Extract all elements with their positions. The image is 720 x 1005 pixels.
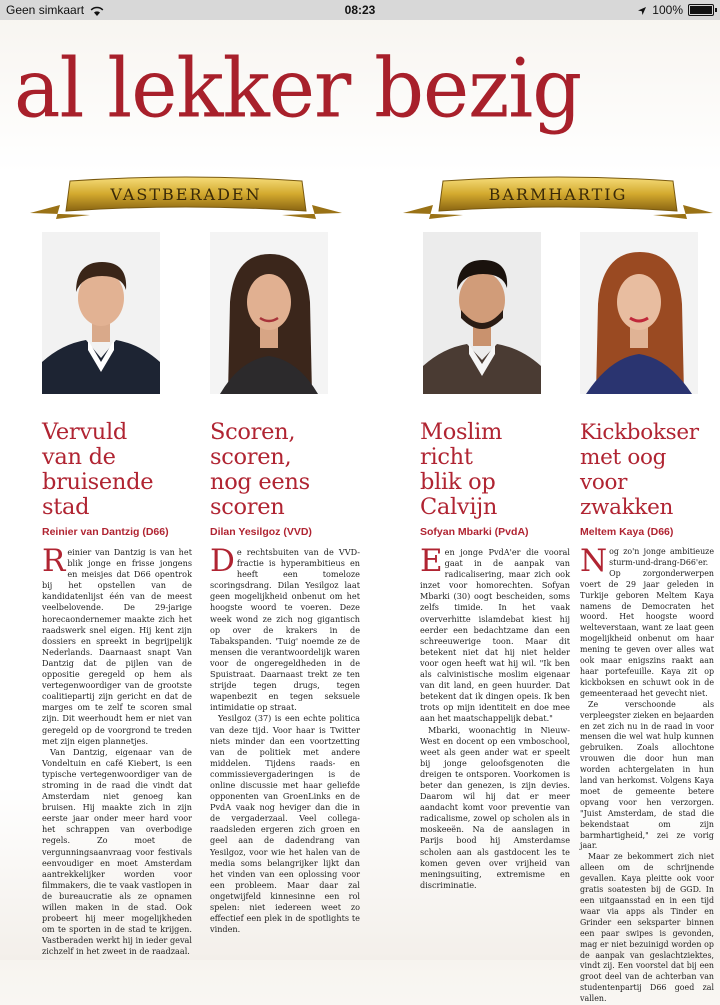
portrait-photo-1 — [42, 232, 160, 394]
ribbon-right-label: BARMHARTIG — [488, 185, 628, 204]
dropcap: R — [42, 543, 66, 579]
article-title-2 — [210, 420, 360, 520]
portrait-woman-2-image — [580, 232, 698, 394]
title-line: zwakken — [580, 495, 674, 520]
paragraph-text: en jonge PvdA'er die vooral gaat in de aanpak van radicalisering, maar zich ook inzet voor homorechten. Sofyan Mbarki (30) oogt bescheiden, soms zelfs timide. In het vaak oververhitte islamdebat kiest hij eerder een bedachtzame dan een schreeuwerige toon. Maar dit betekent niet dat hij niet helder voor ogen heeft wat hij wil. "Ik ben als calvinistische moslim eigenaar van dit land, en geen huurder. Dat betekent dat ik dingen opeis. Ik ben trots op mijn identiteit en doe mee aan het maatschappelijk debat." — [420, 547, 570, 724]
article-column-2 — [210, 419, 360, 935]
body-paragraph: Van Dantzig, eigenaar van de Vondeltuin en café Kiebert, is een typische vertegenwoordiger van de stroming in de raad die vindt dat Amsterdam niet genoeg kan bruisen. Hij maakte zich in zijn eerste jaar onder meer hard voor het schrappen van overbodige regels. Zo moet de vergunningsaanvraag voor festivals eenvoudiger en moet Amsterdam aantrekkelijker worden voor filmmakers, die te vaak vastlopen in de bureaucratie als ze opnamen willen maken in de stad. Ook probeert hij meer mogelijkheden om te sporten in de stad te krijgen. Vastberaden werkt hij in ieder geval zichzelf in het zweet in de raadzaal. — [42, 746, 192, 957]
title-line: met oog — [580, 445, 667, 470]
article-body-2 — [210, 543, 360, 935]
body-paragraph: Yesilgoz (37) is een echte politica van deze tijd. Voor haar is Twitter niets minder dan een voortzetting van de politiek met andere middelen. Tijdens raads- en commissievergaderingen is de online discussie met haar geliefde opponenten van GroenLinks en de PvdA vaak nog heviger dan die in de vergaderzaal. Veel collega-raadsleden ergeren zich groen en geel aan de dadendrang van Yesilgoz, voor wie het halen van de media soms belangrijker lijkt dan het vinden van een oplossing voor een probleem. Maar daar zal ongetwijfeld kinnesinne een rol spelen: niet iedereen weet zo effectief een plek in de spotlights te vinden. — [210, 713, 360, 935]
title-line: Vervuld — [42, 419, 127, 445]
body-paragraph — [42, 543, 192, 747]
ribbon-left-label: VASTBERADEN — [110, 185, 262, 204]
article-author-2: Dilan Yesilgoz (VVD) — [210, 526, 312, 538]
dropcap: N — [580, 543, 608, 579]
title-line: Kickbokser — [580, 420, 699, 445]
portrait-woman-1-image — [210, 232, 328, 394]
article-body-4 — [580, 543, 714, 1005]
battery-percent: 100% — [652, 3, 683, 17]
title-line: blik op — [420, 469, 496, 495]
title-line: Scoren, — [210, 419, 296, 445]
portrait-photo-2 — [210, 232, 328, 394]
portrait-photo-4 — [580, 232, 698, 394]
article-body-3 — [420, 543, 570, 891]
dropcap: D — [210, 543, 235, 579]
body-paragraph: Maar ze bekommert zich niet alleen om de schrijnende gevallen. Kaya pleitte ook voor gratis soatesten bij de GGD. In een uitgaansstad en in een tijd waar via apps als Tinder en Grinder een seksparter binnen een paar swipes is gevonden, mag er niet bezuinigd worden op de aanpak van geslachtziektes, vindt zij. Een voorstel dat bij een groot deel van de achterban van studentenpartij D66 goed zal vallen. — [580, 852, 714, 1004]
body-paragraph — [210, 543, 360, 713]
article-author-4: Meltem Kaya (D66) — [580, 526, 674, 538]
portrait-photo-3 — [423, 232, 541, 394]
title-line: bruisende — [42, 469, 154, 495]
title-line: nog eens — [210, 469, 310, 495]
paragraph-text: og zo'n jonge ambitieuze sturm-und-drang-D66'er. Op zorgonderwerpen voert de 29 jaar geleden in Turkije geboren Meltem Kaya namens de Democraten het woord. Het hoogste woord welteverstaan, want ze laat geen mogelijkheid onbenut om haar mening te geven over alles wat ook maar enigszins raakt aan haar portefeuille. Kaya zit op kickboksen en schuwt ook in de gemeenteraad het gevecht niet. — [580, 547, 714, 698]
article-title-3 — [420, 420, 570, 520]
status-time: 08:23 — [344, 3, 376, 17]
body-paragraph — [420, 543, 570, 725]
portrait-man-1-image — [42, 232, 160, 394]
title-line: Moslim — [420, 419, 503, 445]
status-right — [637, 3, 714, 17]
status-bar — [0, 0, 720, 20]
location-arrow-icon — [637, 5, 647, 15]
article-column-3 — [420, 419, 570, 890]
title-line: richt — [420, 444, 473, 470]
carrier-label: Geen simkaart — [6, 3, 85, 17]
article-author-1: Reinier van Dantzig (D66) — [42, 526, 169, 538]
article-column-4 — [580, 420, 720, 1004]
title-line: van de — [42, 444, 116, 470]
paragraph-text: einier van Dantzig is van het blik jonge en frisse jongens en meisjes dat D66 opentrok bij het opstellen van de kandidatenlijst één van de meest veelbelovende. De 29-jarige horecaondernemer maakte zich het raadswerk snel eigen. Hij kent zijn dossiers en spreekt in begrijpelijk Nederlands. Daarnaast snapt Van Dantzig dat de pijlen van de oppositie geregeld op hem als vertegenwoordiger van de grootste coalitiepartij zijn gericht en dat de marges om te zelf te scoren smal zijn. Dit weerhoudt hem er niet van geregeld op de voorgrond te treden met zijn eigen plannetjes. — [42, 547, 192, 746]
dropcap: E — [420, 543, 443, 579]
body-paragraph — [580, 543, 714, 700]
title-line: stad — [42, 494, 90, 520]
title-line: voor — [580, 470, 628, 495]
title-line: scoren, — [210, 444, 292, 470]
battery-icon — [688, 4, 714, 16]
ribbon-left — [30, 175, 342, 225]
ribbon-right — [403, 175, 713, 225]
article-body-1 — [42, 543, 192, 957]
page-headline: al lekker bezig — [14, 41, 582, 137]
article-title-4 — [580, 420, 720, 520]
body-paragraph: Mbarki, woonachtig in Nieuw-West en docent op een vmboschool, weet als geen ander wat er speelt bij jonge geloofsgenoten die dreigen te ontsporen. Voorkomen is beter dan genezen, is zijn devies. Daarom wil hij dat er meer aandacht komt voor preventie van radicalisme, zowel op scholen als in moskeeën. Na de aanslagen in Parijs bood hij Amsterdamse scholen aan als gastdocent les te komen geven over vrijheid van meningsuiting, extremisme en discriminatie. — [420, 724, 570, 890]
title-line: scoren — [210, 494, 285, 520]
body-paragraph: Ze verschoonde als verpleegster zieken en bejaarden en zet zich nu in de raad in voor mensen die wel wat hulp kunnen gebruiken. Zoals allochtone vrouwen die door hun man worden achtergelaten in hun land van herkomst. Volgens Kaya moet de gemeente betere opvang voor hen verzorgen. "Juist Amsterdam, de stad die bekendstaat om zijn barmhartigheid," zei ze vorig jaar. — [580, 699, 714, 851]
article-column-1 — [42, 419, 192, 957]
article-title-1 — [42, 420, 192, 520]
article-author-3: Sofyan Mbarki (PvdA) — [420, 526, 529, 538]
portrait-man-2-image — [423, 232, 541, 394]
paragraph-text: e rechtsbuiten van de VVD-fractie is hyperambitieus en heeft een tomeloze scoringsdrang. Dilan Yesilgoz laat geen mogelijkheid onbenut om het hoogste woord te voeren. Deze week wond ze zich nog gigantisch op over de krakers in de Tabakspanden. 'Tuig' noemde ze de mensen die verantwoordelijk waren voor de ongeregeldheden in de Spuistraat. Daarnaast trekt ze ten strijde tegen drugs, tegen wapenbezit en tegen seksuele intimidatie op straat. — [210, 547, 360, 713]
title-line: Calvijn — [420, 494, 498, 520]
